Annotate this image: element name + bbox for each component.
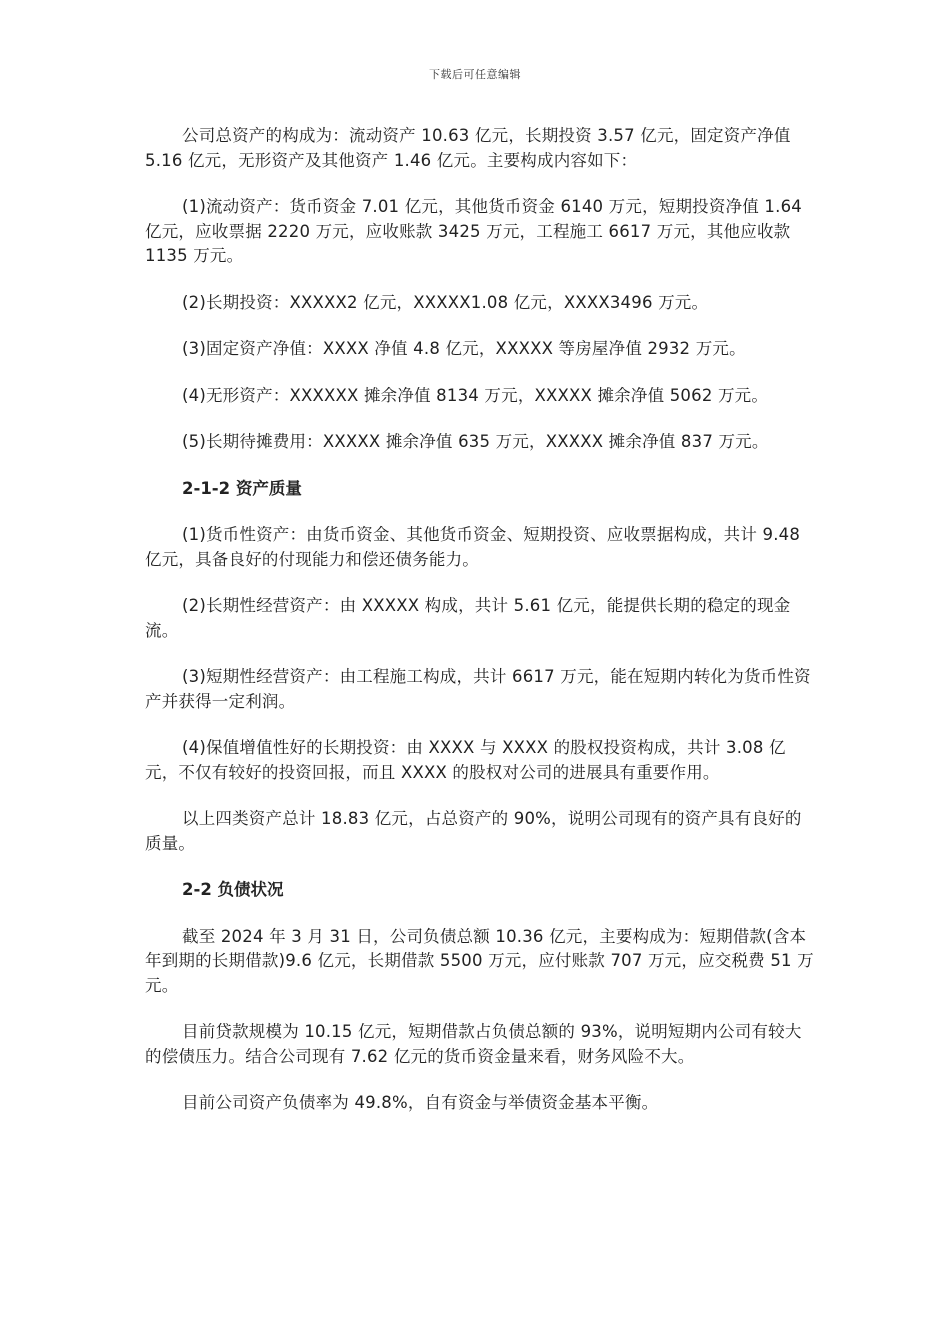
paragraph-total-assets: 公司总资产的构成为：流动资产 10.63 亿元，长期投资 3.57 亿元，固定资产净值 5.16 亿元，无形资产及其他资产 1.46 亿元。主要构成内容如下： — [145, 126, 791, 170]
paragraph-intangible-assets: (4)无形资产：XXXXXX 摊余净值 8134 万元，XXXXX 摊余净值 5062 万元。 — [182, 385, 769, 405]
document-body — [145, 124, 817, 1138]
paragraph-long-term-operating-assets: (2)长期性经营资产：由 XXXXX 构成，共计 5.61 亿元，能提供长期的稳定的现金流。 — [145, 596, 791, 640]
paragraph-current-assets: (1)流动资产：货币资金 7.01 亿元，其他货币资金 6140 万元，短期投资净值 1.64 亿元，应收票据 2220 万元，应收账款 3425 万元，工程施工 6617 万元，其他应收款 1135 万元。 — [145, 197, 802, 265]
paragraph-short-term-operating-assets: (3)短期性经营资产：由工程施工构成，共计 6617 万元，能在短期内转化为货币性资产并获得一定利润。 — [145, 667, 811, 711]
paragraph-long-term-investment: (2)长期投资：XXXXX2 亿元，XXXXX1.08 亿元，XXXX3496 万元。 — [182, 292, 709, 312]
paragraph-total-liabilities: 截至 2024 年 3 月 31 日，公司负债总额 10.36 亿元，主要构成为：短期借款(含本年到期的长期借款)9.6 亿元，长期借款 5500 万元，应付账款 707 万元，应交税费 51 万元。 — [145, 926, 814, 995]
paragraph-value-preserving-investment: (4)保值增值性好的长期投资：由 XXXX 与 XXXX 的股权投资构成，共计 3.08 亿元，不仅有较好的投资回报，而且 XXXX 的股权对公司的进展具有重要作用。 — [145, 738, 786, 782]
paragraph-monetary-assets: (1)货币性资产：由货币资金、其他货币资金、短期投资、应收票据构成，共计 9.48 亿元，具备良好的付现能力和偿还债务能力。 — [145, 525, 801, 569]
page-header: 下载后可任意编辑 — [429, 68, 521, 81]
section-heading-asset-quality: 2-1-2 资产质量 — [182, 478, 302, 498]
paragraph-debt-ratio: 目前公司资产负债率为 49.8%，自有资金与举债资金基本平衡。 — [182, 1093, 659, 1112]
section-heading-liabilities: 2-2 负债状况 — [182, 880, 284, 899]
paragraph-asset-summary: 以上四类资产总计 18.83 亿元，占总资产的 90%，说明公司现有的资产具有良好的质量。 — [145, 809, 802, 853]
paragraph-deferred-expenses: (5)长期待摊费用：XXXXX 摊余净值 635 万元，XXXXX 摊余净值 837 万元。 — [182, 432, 769, 451]
paragraph-loan-scale: 目前贷款规模为 10.15 亿元，短期借款占负债总额的 93%，说明短期内公司有较大的偿债压力。结合公司现有 7.62 亿元的货币资金量来看，财务风险不大。 — [145, 1022, 802, 1066]
paragraph-fixed-assets: (3)固定资产净值：XXXX 净值 4.8 亿元，XXXXX 等房屋净值 2932 万元。 — [182, 339, 746, 358]
